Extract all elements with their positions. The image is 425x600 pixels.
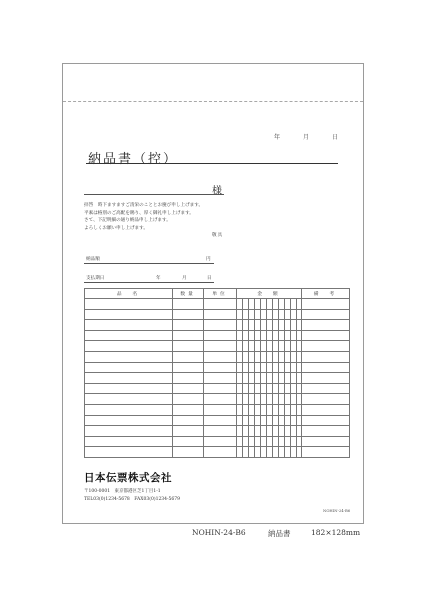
- quantity-cell[interactable]: [173, 351, 204, 362]
- item-cell[interactable]: [85, 404, 173, 415]
- item-cell[interactable]: [85, 373, 173, 384]
- header-quantity: 数量: [173, 289, 204, 299]
- table-row: [85, 351, 350, 362]
- company-phone-fax: TEL03(0)1234-5678 FAX03(0)1234-5679: [84, 497, 181, 502]
- footer-size: 182×128mm: [311, 528, 361, 537]
- remarks-cell[interactable]: [302, 309, 350, 320]
- greeting-line: よろしくお願い申し上げます。: [84, 225, 148, 231]
- header-remarks: 備 考: [302, 289, 350, 299]
- greeting-line: 拝啓 時下ますますご清栄のこととお慶び申し上げます。: [84, 203, 204, 208]
- date-day-label: 日: [332, 134, 339, 141]
- item-cell[interactable]: [85, 415, 173, 426]
- quantity-cell[interactable]: [173, 404, 204, 415]
- footer-name: 納品書: [268, 529, 291, 538]
- remarks-cell[interactable]: [302, 404, 350, 415]
- quantity-cell[interactable]: [173, 447, 204, 458]
- payment-month-label: 月: [182, 276, 187, 281]
- unit-cell[interactable]: [204, 351, 237, 362]
- table-row: [85, 404, 350, 415]
- unit-cell[interactable]: [204, 330, 237, 341]
- greeting-line: さて、下記明細の通り納品申し上げます。: [84, 218, 171, 224]
- payment-day-label: 日: [207, 276, 212, 281]
- unit-cell[interactable]: [204, 426, 237, 437]
- unit-cell[interactable]: [204, 320, 237, 331]
- quantity-cell[interactable]: [173, 394, 204, 405]
- quantity-cell[interactable]: [173, 299, 204, 310]
- remarks-cell[interactable]: [302, 383, 350, 394]
- remarks-cell[interactable]: [302, 299, 350, 310]
- table-body: [85, 299, 350, 458]
- item-cell[interactable]: [85, 320, 173, 331]
- table-header-row: [85, 289, 350, 299]
- closing-text: 敬具: [212, 233, 224, 238]
- company-name: 日本伝票株式会社: [84, 472, 172, 484]
- perforation-line: [63, 101, 363, 102]
- unit-cell[interactable]: [204, 415, 237, 426]
- table-row: [85, 415, 350, 426]
- header-unit: 単位: [204, 289, 237, 299]
- table-row: [85, 394, 350, 405]
- delivery-amount-line: [84, 263, 214, 264]
- company-address: 〒100-0001 東京都港区芝1丁目1-1: [84, 489, 161, 494]
- footer-code: NOHIN-24-B6: [192, 528, 246, 537]
- table-row: [85, 447, 350, 458]
- table-row: [85, 309, 350, 320]
- item-cell[interactable]: [85, 341, 173, 352]
- table-row: [85, 330, 350, 341]
- item-cell[interactable]: [85, 394, 173, 405]
- table-row: [85, 383, 350, 394]
- table-row: [85, 341, 350, 352]
- item-cell[interactable]: [85, 309, 173, 320]
- unit-cell[interactable]: [204, 299, 237, 310]
- quantity-cell[interactable]: [173, 415, 204, 426]
- quantity-cell[interactable]: [173, 436, 204, 447]
- quantity-cell[interactable]: [173, 320, 204, 331]
- table-row: [85, 426, 350, 437]
- table-row: [85, 320, 350, 331]
- item-cell[interactable]: [85, 447, 173, 458]
- remarks-cell[interactable]: [302, 447, 350, 458]
- quantity-cell[interactable]: [173, 330, 204, 341]
- item-cell[interactable]: [85, 426, 173, 437]
- quantity-cell[interactable]: [173, 362, 204, 373]
- header-amount: 金 額: [237, 289, 302, 299]
- greeting-line: 平素は格別のご高配を賜り、厚く御礼申し上げます。: [84, 210, 194, 216]
- remarks-cell[interactable]: [302, 373, 350, 384]
- unit-cell[interactable]: [204, 362, 237, 373]
- payment-date-line: [84, 282, 214, 283]
- item-cell[interactable]: [85, 299, 173, 310]
- table-row: [85, 362, 350, 373]
- remarks-cell[interactable]: [302, 330, 350, 341]
- unit-cell[interactable]: [204, 436, 237, 447]
- unit-cell[interactable]: [204, 341, 237, 352]
- recipient-suffix: 様: [212, 186, 222, 197]
- recipient-line: [84, 194, 224, 195]
- unit-cell[interactable]: [204, 394, 237, 405]
- unit-cell[interactable]: [204, 447, 237, 458]
- item-cell[interactable]: [85, 330, 173, 341]
- quantity-cell[interactable]: [173, 341, 204, 352]
- remarks-cell[interactable]: [302, 415, 350, 426]
- table-row: [85, 373, 350, 384]
- remarks-cell[interactable]: [302, 351, 350, 362]
- item-cell[interactable]: [85, 362, 173, 373]
- remarks-cell[interactable]: [302, 341, 350, 352]
- payment-date-label: 支払期日: [86, 276, 105, 281]
- date-month-label: 月: [303, 134, 310, 141]
- form-title: 納品書（控）: [88, 152, 179, 167]
- unit-cell[interactable]: [204, 404, 237, 415]
- item-cell[interactable]: [85, 436, 173, 447]
- quantity-cell[interactable]: [173, 309, 204, 320]
- header-item: 品 名: [85, 289, 173, 299]
- form-code-small: NOHIN-24-B6: [323, 508, 351, 513]
- title-underline: [86, 163, 338, 164]
- quantity-cell[interactable]: [173, 426, 204, 437]
- remarks-cell[interactable]: [302, 362, 350, 373]
- item-cell[interactable]: [85, 351, 173, 362]
- payment-year-label: 年: [156, 276, 161, 281]
- item-cell[interactable]: [85, 383, 173, 394]
- remarks-cell[interactable]: [302, 436, 350, 447]
- table-row: [85, 299, 350, 310]
- quantity-cell[interactable]: [173, 373, 204, 384]
- items-table: [84, 288, 350, 458]
- table-row: [85, 436, 350, 447]
- remarks-cell[interactable]: [302, 426, 350, 437]
- yen-label: 円: [206, 257, 211, 262]
- greeting-text: [84, 202, 244, 232]
- unit-cell[interactable]: [204, 309, 237, 320]
- date-year-label: 年: [274, 134, 281, 141]
- unit-cell[interactable]: [204, 383, 237, 394]
- unit-cell[interactable]: [204, 373, 237, 384]
- remarks-cell[interactable]: [302, 320, 350, 331]
- remarks-cell[interactable]: [302, 394, 350, 405]
- delivery-amount-label: 納品額: [86, 257, 100, 262]
- quantity-cell[interactable]: [173, 383, 204, 394]
